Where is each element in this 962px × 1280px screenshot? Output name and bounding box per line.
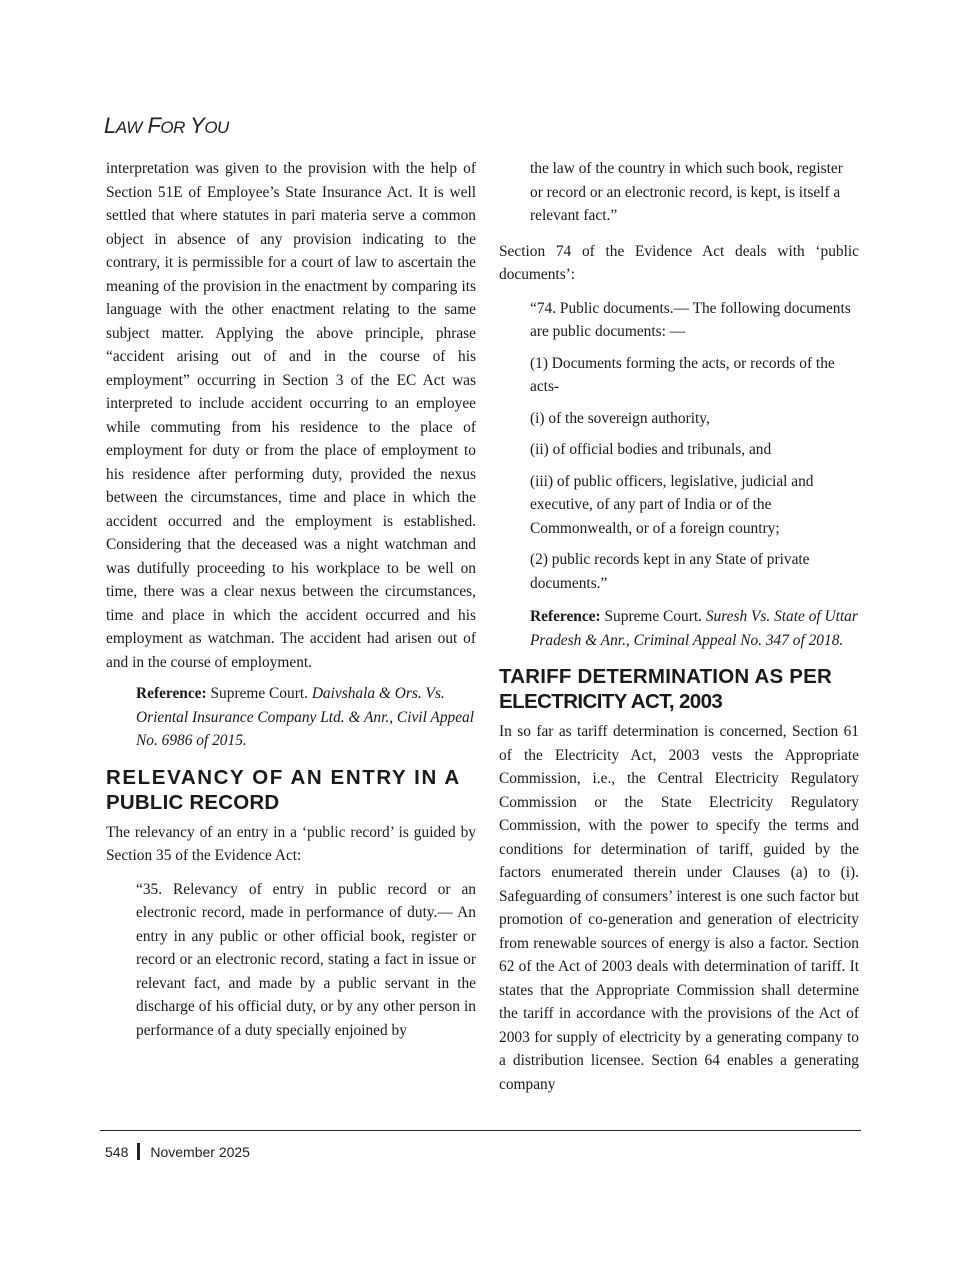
list-item-iii: (iii) of public officers, legislative, judicial and executive, of any part of India or of the Commonwealth, or of a foreign country; <box>530 472 814 537</box>
heading-relevancy <box>106 765 476 815</box>
footer-separator <box>137 1143 140 1160</box>
reference-label: Reference: <box>530 608 601 625</box>
reference-suresh <box>499 605 859 652</box>
journal-title: LAW FOR YOU <box>104 113 229 138</box>
list-item-ii: (ii) of official bodies and tribunals, and <box>530 441 772 458</box>
quote-section-74-intro: “74. Public documents.— The following documents are public documents: — <box>530 299 851 340</box>
reference-case: Daivshala & Ors. Vs. Oriental Insurance Company Ltd. & Anr., Civil Appeal No. 6986 of 2015. <box>136 685 475 749</box>
right-column <box>499 157 859 1096</box>
tariff-paragraph: In so far as tariff determination is concerned, Section 61 of the Electricity Act, 2003 vests the Appropriate Commission, i.e., the Central Electricity Regulatory Commission or the State Electricity Regulatory Commission, with the power to specify the terms and conditions for determination of tariff, guided by the factors enumerated therein under Clauses (a) to (i). Safeguarding of consumers’ interest is one such factor but promotion of co-generation and generation of electricity from renewable sources of energy is also a factor. Section 62 of the Act of 2003 deals with determination of tariff. It states that the Appropriate Commission shall determine the tariff in accordance with the provisions of the Act of 2003 for supply of electricity by a generating company to a distribution licensee. Section 64 enables a generating company <box>499 723 859 1093</box>
list-item-i: (i) of the sovereign authority, <box>530 409 710 427</box>
heading-relevancy-line2: PUBLIC RECORD <box>106 790 280 814</box>
heading-relevancy-line1: RELEVANCY OF AN ENTRY IN A <box>106 765 461 789</box>
footer-rule <box>100 1130 861 1131</box>
reference-court: Supreme Court. <box>206 685 312 702</box>
heading-tariff-line2: ELECTRICITY ACT, 2003 <box>499 690 723 713</box>
footer <box>105 1143 250 1160</box>
section-74-paragraph: Section 74 of the Evidence Act deals with ‘public documents’: <box>499 242 859 283</box>
relevancy-paragraph: The relevancy of an entry in a ‘public record’ is guided by Section 35 of the Evidence Act: <box>106 823 476 864</box>
intro-paragraph: interpretation was given to the provision with the help of Section 51E of Employee’s State Insurance Act. It is well settled that where statutes in pari materia serve a common object in absence of any provision indicating to the contrary, it is permissible for a court of law to ascertain the meaning of the provision in the enactment by comparing its language with the other enactment relating to the same subject matter. Applying the above principle, phrase “accident arising out of and in the course of his employment” occurring in Section 3 of the EC Act was interpreted to include accident occurring to an employee while commuting from his residence to the place of employment for duty or from the place of employment to his residence after performing duty, provided the nexus between the circumstances, time and place in which the accident occurred and the employment is established. Considering that the deceased was a night watchman and was dutifully proceeding to his workplace to be well on time, there was a clear nexus between the circumstances, time and place in which the accident occurred and his employment as watchman. The accident had arisen out of and in the course of employment. <box>106 160 476 671</box>
list-item-1: (1) Documents forming the acts, or records of the acts- <box>530 354 835 395</box>
reference-court: Supreme Court. <box>600 608 706 625</box>
quote-section-35: “35. Relevancy of entry in public record or an electronic record, made in performance of duty.— An entry in any public or other official book, register or record or an electronic record, stating a fact in issue or relevant fact, and made by a public servant in the discharge of his official duty, or by any other person in performance of a duty specially enjoined by <box>136 880 476 1039</box>
left-column <box>106 157 476 1042</box>
quote-section-35-continued: the law of the country in which such book, register or record or an electronic record, is kept, is itself a relevant fact.” <box>530 160 843 224</box>
list-item-2: (2) public records kept in any State of private documents.” <box>530 551 810 592</box>
reference-label: Reference: <box>136 685 207 702</box>
reference-daivshala <box>106 682 476 753</box>
heading-tariff-line1: TARIFF DETERMINATION AS PER <box>499 665 833 688</box>
issue-date: November 2025 <box>150 1143 250 1160</box>
heading-tariff <box>499 664 859 714</box>
reference-case: Suresh Vs. State of Uttar Pradesh & Anr., Criminal Appeal No. 347 of 2018. <box>530 608 858 649</box>
page-number: 548 <box>105 1143 129 1160</box>
